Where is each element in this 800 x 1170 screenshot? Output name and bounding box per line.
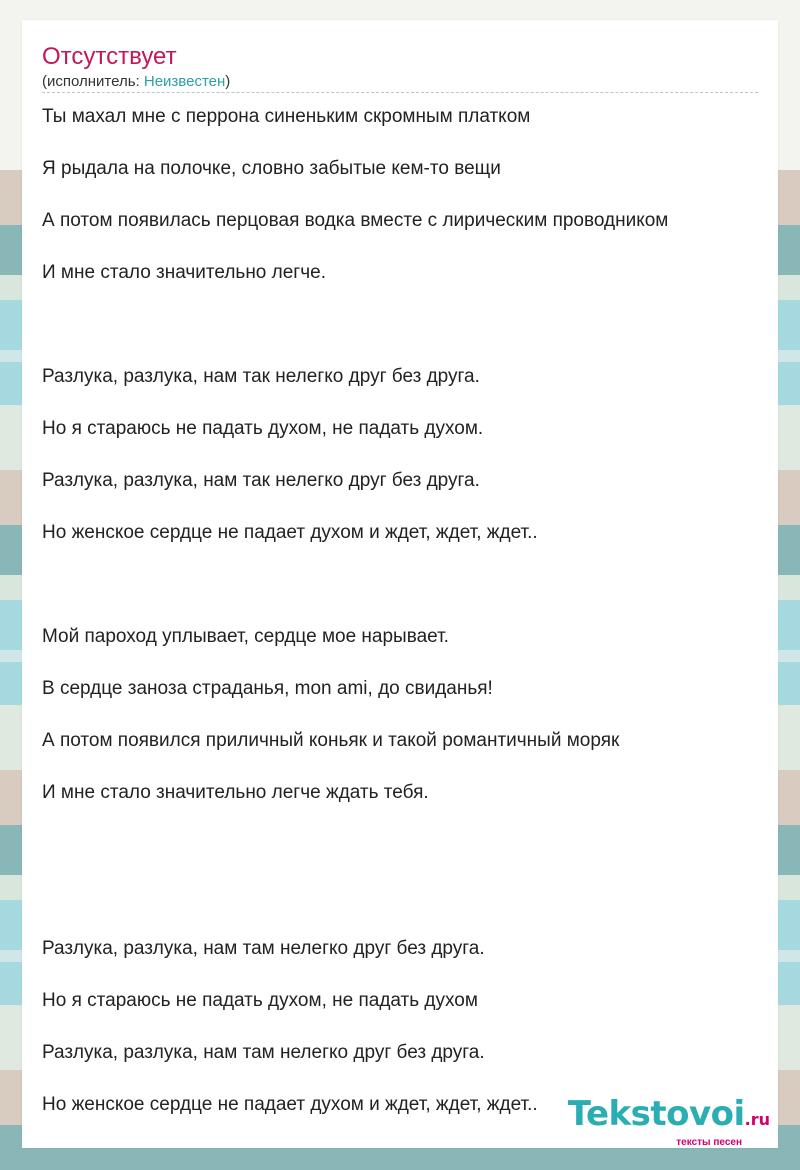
lyric-line: Я рыдала на полочке, словно забытые кем-то вещи	[42, 158, 501, 179]
lyric-line: А потом появился приличный коньяк и такой романтичный моряк	[42, 730, 620, 751]
lyric-line: В сердце заноза страданья, mon ami, до свиданья!	[42, 678, 493, 699]
artist-link[interactable]: Неизвестен	[143, 73, 226, 90]
meta-suffix: )	[225, 73, 231, 90]
lyric-line: Но женское сердце не падает духом и ждет, ждет, ждет..	[42, 522, 538, 543]
lyrics-card	[22, 20, 778, 1148]
divider	[42, 92, 758, 93]
site-logo[interactable]	[567, 1094, 770, 1148]
lyric-line: Ты махал мне с перрона синеньким скромным платком	[42, 106, 531, 127]
lyric-line: И мне стало значительно легче.	[42, 262, 326, 283]
song-meta	[42, 72, 230, 92]
meta-prefix: (исполнитель:	[42, 73, 144, 90]
stanza-gap	[42, 312, 758, 364]
lyric-line: Но я стараюсь не падать духом, не падать духом.	[42, 418, 484, 439]
lyric-line: Но женское сердце не падает духом и ждет, ждет, ждет..	[42, 1094, 538, 1115]
lyric-line: Разлука, разлука, нам так нелегко друг без друга.	[42, 470, 480, 491]
lyric-line: Разлука, разлука, нам так нелегко друг без друга.	[42, 366, 480, 387]
lyric-line: И мне стало значительно легче ждать тебя.	[42, 782, 429, 803]
lyric-line: А потом появилась перцовая водка вместе с лирическим проводником	[42, 210, 669, 231]
logo-tld: .ru	[744, 1110, 770, 1129]
stanza-gap	[42, 832, 758, 936]
song-title: Отсутствует	[42, 43, 177, 70]
stanza-gap	[42, 572, 758, 624]
logo-tagline: тексты песен	[676, 1137, 742, 1148]
lyric-line: Но я стараюсь не падать духом, не падать духом	[42, 990, 478, 1011]
logo-name: Tekstovoi	[567, 1094, 745, 1134]
lyric-line: Мой пароход уплывает, сердце мое нарывает.	[42, 626, 449, 647]
lyric-line: Разлука, разлука, нам там нелегко друг без друга.	[42, 938, 485, 959]
lyrics-text	[42, 104, 758, 1144]
lyric-line: Разлука, разлука, нам там нелегко друг без друга.	[42, 1042, 485, 1063]
logo-wordmark	[567, 1094, 770, 1137]
